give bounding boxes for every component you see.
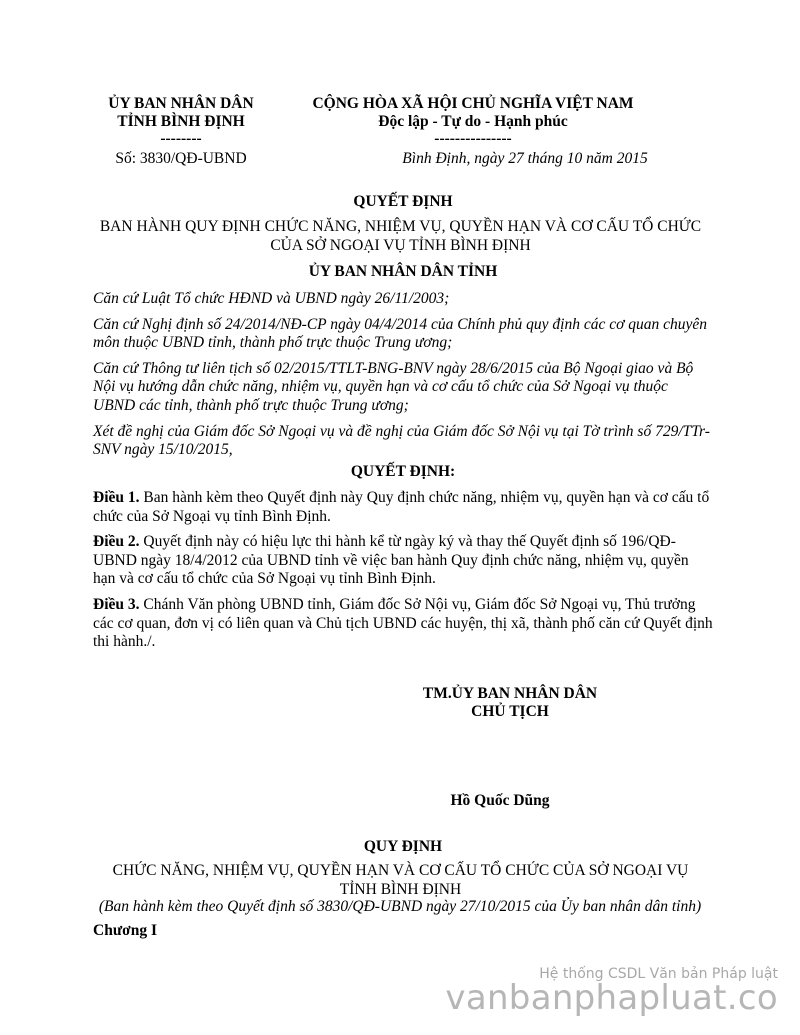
regulation-subject: CHỨC NĂNG, NHIỆM VỤ, QUYỀN HẠN VÀ CƠ CẤU TỔ CHỨC CỦA SỞ NGOẠI VỤ TỈNH BÌNH ĐỊNH [112, 862, 689, 898]
article-label: Điều 1. [93, 489, 140, 506]
article-text: Ban hành kèm theo Quyết định này Quy định chức năng, nhiệm vụ, quyền hạn và cơ cấu tổ chức của Sở Ngoại vụ tỉnh Bình Định. [93, 489, 710, 525]
issuer-separator: -------- [160, 130, 202, 147]
watermark-site: vanbanphapluat.co [445, 978, 778, 1018]
issuer-province: TỈNH BÌNH ĐỊNH [117, 113, 245, 130]
article-3 [93, 596, 713, 652]
decision-title: QUYẾT ĐỊNH [353, 193, 453, 210]
decision-subject: BAN HÀNH QUY ĐỊNH CHỨC NĂNG, NHIỆM VỤ, QUYỀN HẠN VÀ CƠ CẤU TỔ CHỨC CỦA SỞ NGOẠI VỤ TỈNH BÌNH ĐỊNH [99, 218, 702, 254]
articles [93, 489, 713, 659]
decides-title: QUYẾT ĐỊNH: [350, 463, 456, 480]
regulation-note: (Ban hành kèm theo Quyết định số 3830/QĐ-UBND ngày 27/10/2015 của Ủy ban nhân dân tỉnh) [98, 898, 702, 915]
legal-basis: Căn cứ Thông tư liên tịch số 02/2015/TTLT-BNG-BNV ngày 28/6/2015 của Bộ Ngoại giao và Bộ Nội vụ hướng dẫn chức năng, nhiệm vụ, quyền hạn và cơ cấu tổ chức của Sở Ngoại vụ thuộc UBND các tỉnh, thành phố trực thuộc Trung ương; [93, 359, 694, 414]
legal-basis: Căn cứ Nghị định số 24/2014/NĐ-CP ngày 04/4/2014 của Chính phủ quy định các cơ quan chuyên môn thuộc UBND tỉnh, thành phố trực thuộc Trung ương; [93, 315, 707, 352]
regulation-title: QUY ĐỊNH [363, 838, 443, 855]
issuer-name: ỦY BAN NHÂN DÂN [108, 95, 254, 112]
signature-position: CHỦ TỊCH [471, 703, 549, 720]
article-text: Quyết định này có hiệu lực thi hành kể từ ngày ký và thay thế Quyết định số 196/QĐ-UBND ngày 18/4/2012 của UBND tỉnh về việc ban hành Quy định chức năng, nhiệm vụ, quyền hạn và cơ cấu tổ chức của Sở Ngoại vụ tỉnh Bình Định. [93, 533, 689, 588]
decision-authority: ỦY BAN NHÂN DÂN TỈNH [308, 263, 498, 280]
national-separator: --------------- [434, 130, 512, 147]
article-label: Điều 3. [93, 595, 140, 613]
document-date: Bình Định, ngày 27 tháng 10 năm 2015 [402, 150, 648, 167]
legal-basis: Căn cứ Luật Tổ chức HĐND và UBND ngày 26/11/2003; [93, 290, 450, 307]
national-title: CỘNG HÒA XÃ HỘI CHỦ NGHĨA VIỆT NAM [312, 95, 634, 112]
article-1 [93, 489, 713, 526]
watermark-caption: Hệ thống CSDL Văn bản Pháp luật [539, 966, 778, 982]
document-number: Số: 3830/QĐ-UBND [115, 150, 247, 167]
article-label: Điều 2. [93, 533, 140, 551]
legal-bases [93, 290, 713, 467]
signature-title: TM.ỦY BAN NHÂN DÂN [422, 685, 598, 702]
signer-name: Hồ Quốc Dũng [450, 792, 550, 809]
article-2 [93, 533, 713, 589]
chapter-heading: Chương I [93, 922, 157, 939]
article-text: Chánh Văn phòng UBND tỉnh, Giám đốc Sở Nội vụ, Giám đốc Sở Ngoại vụ, Thủ trưởng các cơ quan, đơn vị có liên quan và Chủ tịch UBND các huyện, thị xã, thành phố căn cứ Quyết định thi hành./. [93, 595, 713, 651]
legal-basis: Xét đề nghị của Giám đốc Sở Ngoại vụ và đề nghị của Giám đốc Sở Nội vụ tại Tờ trình số 729/TTr-SNV ngày 15/10/2015, [93, 422, 710, 459]
national-motto: Độc lập - Tự do - Hạnh phúc [378, 113, 568, 130]
